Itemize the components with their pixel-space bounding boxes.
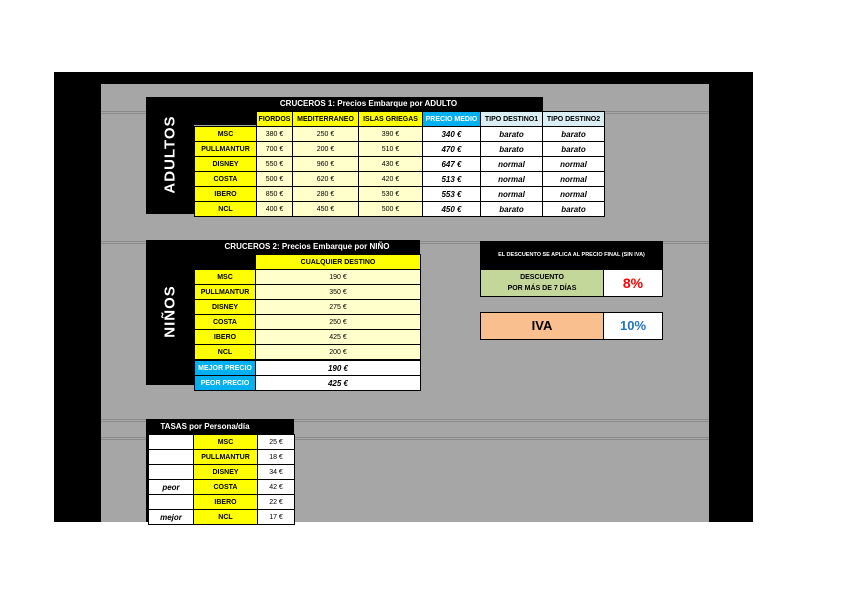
cruise-name: COSTA [194, 480, 258, 495]
cell: 500 € [257, 172, 293, 187]
tag-cell [149, 450, 194, 465]
cell: barato [543, 127, 605, 142]
cruise-name: DISNEY [195, 300, 256, 315]
ninos-side-panel [146, 240, 194, 385]
cell: 850 € [257, 187, 293, 202]
cruise-name: DISNEY [195, 157, 257, 172]
cell: 390 € [359, 127, 423, 142]
cell: 700 € [257, 142, 293, 157]
cruise-name: DISNEY [194, 465, 258, 480]
cell: 250 € [256, 315, 421, 330]
descuento-label-box [480, 269, 604, 297]
cell: 647 € [423, 157, 481, 172]
table-row [149, 510, 295, 525]
tasas-table [148, 434, 295, 525]
table-row [195, 157, 605, 172]
table-row [195, 315, 421, 330]
cell: normal [481, 157, 543, 172]
cell: 380 € [257, 127, 293, 142]
table-row [149, 450, 295, 465]
cruise-name: IBERO [194, 495, 258, 510]
cell: 500 € [359, 202, 423, 217]
blank-cell [195, 255, 256, 270]
table-row [195, 172, 605, 187]
cell: normal [481, 187, 543, 202]
ninos-title: CRUCEROS 2: Precios Embarque por NIÑO [194, 240, 420, 254]
cell: 42 € [258, 480, 295, 495]
cell: normal [543, 172, 605, 187]
adultos-title: CRUCEROS 1: Precios Embarque por ADULTO [194, 97, 543, 111]
cruise-name: NCL [195, 345, 256, 361]
descuento-note-bar [480, 241, 663, 269]
cell: 34 € [258, 465, 295, 480]
cruise-name: NCL [194, 510, 258, 525]
col-tipo-destino2: TIPO DESTINO2 [543, 112, 605, 127]
cell: 420 € [359, 172, 423, 187]
cell: 25 € [258, 435, 295, 450]
cell: barato [481, 142, 543, 157]
cell: 620 € [293, 172, 359, 187]
cell: 510 € [359, 142, 423, 157]
table-row [195, 202, 605, 217]
table-row [195, 330, 421, 345]
mejor-precio-label: MEJOR PRECIO [195, 360, 256, 376]
table-row [195, 300, 421, 315]
iva-label-box [480, 312, 604, 340]
cruise-name: IBERO [195, 187, 257, 202]
descuento-label-2: POR MÁS DE 7 DÍAS [507, 285, 577, 292]
cell: barato [481, 127, 543, 142]
cell: 513 € [423, 172, 481, 187]
table-row [149, 465, 295, 480]
adultos-table [194, 126, 605, 217]
table-row [195, 270, 421, 285]
cruise-name: MSC [195, 270, 256, 285]
ninos-side-label: NIÑOS [161, 285, 179, 338]
cruise-name: IBERO [195, 330, 256, 345]
table-row [195, 285, 421, 300]
cell: 22 € [258, 495, 295, 510]
cell: 425 € [256, 330, 421, 345]
col-cualquier-destino: CUALQUIER DESTINO [256, 255, 421, 270]
iva-value: 10% [619, 318, 647, 333]
peor-precio-label: PEOR PRECIO [195, 376, 256, 391]
cell: 250 € [293, 127, 359, 142]
tag-cell [149, 465, 194, 480]
cruise-name: COSTA [195, 172, 257, 187]
table-row [195, 187, 605, 202]
iva-value-box[interactable] [603, 312, 663, 340]
cell: 450 € [423, 202, 481, 217]
cruise-name: COSTA [195, 315, 256, 330]
cell: 190 € [256, 270, 421, 285]
peor-precio-row [195, 376, 421, 391]
cell: 200 € [293, 142, 359, 157]
mejor-precio-value: 190 € [256, 360, 421, 376]
table-row [149, 435, 295, 450]
peor-precio-value: 425 € [256, 376, 421, 391]
cell: normal [543, 187, 605, 202]
table-row [195, 127, 605, 142]
adultos-header-row [256, 111, 605, 127]
cell: 530 € [359, 187, 423, 202]
descuento-label-1: DESCUENTO [520, 274, 564, 281]
cell: 960 € [293, 157, 359, 172]
table-row [195, 142, 605, 157]
adultos-header-spacer [194, 111, 256, 125]
descuento-value: 8% [622, 275, 644, 291]
col-fiordos: FIORDOS [257, 112, 293, 127]
cell: barato [481, 202, 543, 217]
cruise-name: PULLMANTUR [195, 142, 257, 157]
tag-cell [149, 495, 194, 510]
iva-label: IVA [531, 318, 553, 333]
mejor-precio-row [195, 360, 421, 376]
table-row [149, 495, 295, 510]
cruise-name: PULLMANTUR [194, 450, 258, 465]
cell: 280 € [293, 187, 359, 202]
descuento-note: EL DESCUENTO SE APLICA AL PRECIO FINAL (SIN IVA) [498, 252, 645, 258]
col-tipo-destino1: TIPO DESTINO1 [481, 112, 543, 127]
col-precio-medio: PRECIO MEDIO [423, 112, 481, 127]
cell: 18 € [258, 450, 295, 465]
adultos-side-panel [146, 97, 194, 214]
col-mediterraneo: MEDITERRANEO [293, 112, 359, 127]
table-row [195, 345, 421, 361]
table-row [149, 480, 295, 495]
cell: 350 € [256, 285, 421, 300]
cell: 340 € [423, 127, 481, 142]
col-islas-griegas: ISLAS GRIEGAS [359, 112, 423, 127]
adultos-side-label: ADULTOS [161, 115, 179, 194]
cell: barato [543, 142, 605, 157]
cell: 553 € [423, 187, 481, 202]
cell: 275 € [256, 300, 421, 315]
cruise-name: NCL [195, 202, 257, 217]
cell: barato [543, 202, 605, 217]
cruise-name: MSC [194, 435, 258, 450]
tasas-title: TASAS por Persona/día [160, 422, 250, 431]
tag-cell: mejor [149, 510, 194, 525]
tag-cell [149, 435, 194, 450]
ninos-table [194, 254, 421, 391]
descuento-value-box[interactable] [603, 269, 663, 297]
cruise-name: MSC [195, 127, 257, 142]
cell: 400 € [257, 202, 293, 217]
cell: normal [543, 157, 605, 172]
cell: 430 € [359, 157, 423, 172]
cell: 470 € [423, 142, 481, 157]
cell: 17 € [258, 510, 295, 525]
cell: 550 € [257, 157, 293, 172]
cell: normal [481, 172, 543, 187]
cell: 200 € [256, 345, 421, 361]
cell: 450 € [293, 202, 359, 217]
cruise-name: PULLMANTUR [195, 285, 256, 300]
tag-cell: peor [149, 480, 194, 495]
